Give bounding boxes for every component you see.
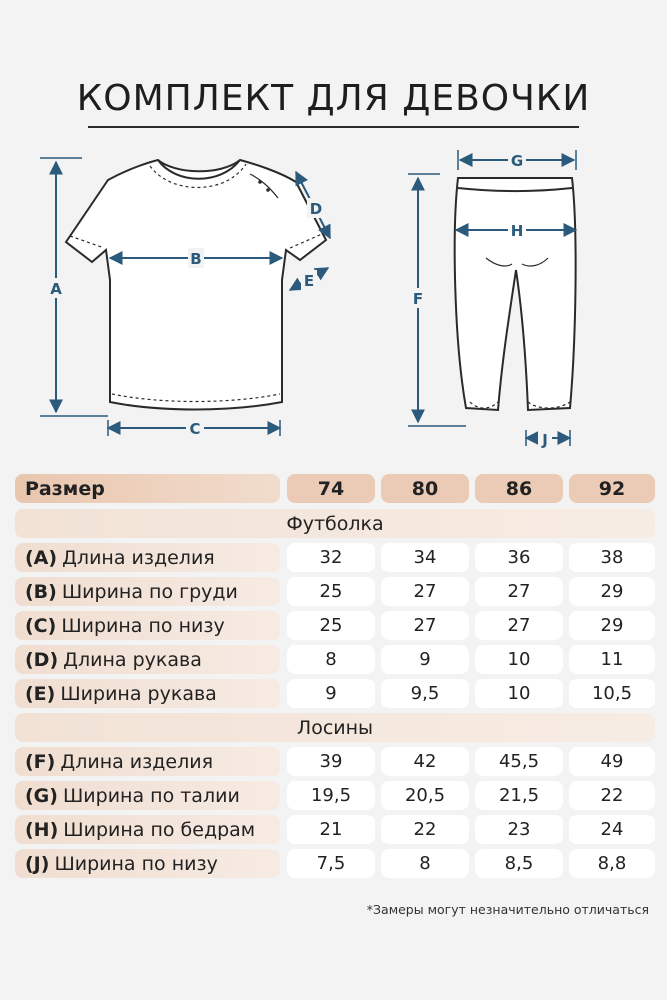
- row-name: Длина изделия: [60, 750, 213, 773]
- value-cell: 11: [569, 645, 655, 674]
- value-cell: 29: [569, 611, 655, 640]
- value-cell: 39: [287, 747, 375, 776]
- row-name: Ширина по груди: [61, 580, 238, 603]
- section-title: Футболка: [15, 509, 655, 538]
- value-cell: 23: [475, 815, 563, 844]
- row-code: (G): [25, 784, 58, 807]
- row-label: [15, 543, 280, 572]
- row-name: Длина изделия: [62, 546, 215, 569]
- value-cell: 21,5: [475, 781, 563, 810]
- value-cell: 32: [287, 543, 375, 572]
- label-a: A: [50, 280, 62, 298]
- value-cell: 24: [569, 815, 655, 844]
- value-cell: 9,5: [381, 679, 469, 708]
- row-code: (A): [25, 546, 58, 569]
- size-header: Размер: [15, 474, 280, 503]
- value-cell: 45,5: [475, 747, 563, 776]
- label-g: G: [510, 152, 524, 170]
- value-cell: 25: [287, 577, 375, 606]
- value-cell: 29: [569, 577, 655, 606]
- row-code: (E): [25, 682, 56, 705]
- value-cell: 34: [381, 543, 469, 572]
- row-label: [15, 849, 280, 878]
- row-label: [15, 815, 280, 844]
- value-cell: 27: [475, 577, 563, 606]
- value-cell: 49: [569, 747, 655, 776]
- row-name: Длина рукава: [63, 648, 202, 671]
- size-86: 86: [475, 474, 563, 503]
- value-cell: 22: [381, 815, 469, 844]
- row-code: (B): [25, 580, 57, 603]
- label-c: C: [189, 420, 201, 438]
- size-92: 92: [569, 474, 655, 503]
- size-80: 80: [381, 474, 469, 503]
- row-name: Ширина по бедрам: [63, 818, 256, 841]
- section-title: Лосины: [15, 713, 655, 742]
- row-code: (D): [25, 648, 59, 671]
- row-label: [15, 611, 280, 640]
- garment-diagram: [0, 140, 667, 460]
- label-e: E: [303, 272, 315, 290]
- row-label: [15, 679, 280, 708]
- label-d: D: [309, 200, 323, 218]
- value-cell: 8: [381, 849, 469, 878]
- value-cell: 25: [287, 611, 375, 640]
- value-cell: 27: [381, 611, 469, 640]
- value-cell: 8,5: [475, 849, 563, 878]
- row-name: Ширина по низу: [61, 614, 225, 637]
- row-label: [15, 781, 280, 810]
- value-cell: 10,5: [569, 679, 655, 708]
- value-cell: 10: [475, 679, 563, 708]
- value-cell: 8,8: [569, 849, 655, 878]
- row-label: [15, 747, 280, 776]
- row-name: Ширина по талии: [62, 784, 240, 807]
- value-cell: 27: [475, 611, 563, 640]
- tshirt-illustration: [66, 160, 326, 410]
- row-name: Ширина рукава: [60, 682, 217, 705]
- row-label: [15, 645, 280, 674]
- footnote: *Замеры могут незначительно отличаться: [366, 902, 649, 917]
- value-cell: 19,5: [287, 781, 375, 810]
- value-cell: 9: [381, 645, 469, 674]
- value-cell: 20,5: [381, 781, 469, 810]
- value-cell: 27: [381, 577, 469, 606]
- label-h: H: [510, 222, 524, 240]
- title-underline: [88, 126, 579, 128]
- value-cell: 21: [287, 815, 375, 844]
- row-code: (F): [25, 750, 56, 773]
- row-code: (C): [25, 614, 57, 637]
- label-j: J: [542, 431, 548, 449]
- value-cell: 22: [569, 781, 655, 810]
- row-name: Ширина по низу: [54, 852, 218, 875]
- value-cell: 36: [475, 543, 563, 572]
- row-label: [15, 577, 280, 606]
- size-74: 74: [287, 474, 375, 503]
- value-cell: 38: [569, 543, 655, 572]
- value-cell: 9: [287, 679, 375, 708]
- page-title: КОМПЛЕКТ ДЛЯ ДЕВОЧКИ: [76, 78, 591, 119]
- leggings-illustration: [455, 178, 576, 410]
- row-code: (H): [25, 818, 59, 841]
- value-cell: 42: [381, 747, 469, 776]
- label-f: F: [412, 290, 424, 308]
- row-code: (J): [25, 852, 50, 875]
- value-cell: 7,5: [287, 849, 375, 878]
- label-b: B: [190, 250, 202, 268]
- value-cell: 8: [287, 645, 375, 674]
- value-cell: 10: [475, 645, 563, 674]
